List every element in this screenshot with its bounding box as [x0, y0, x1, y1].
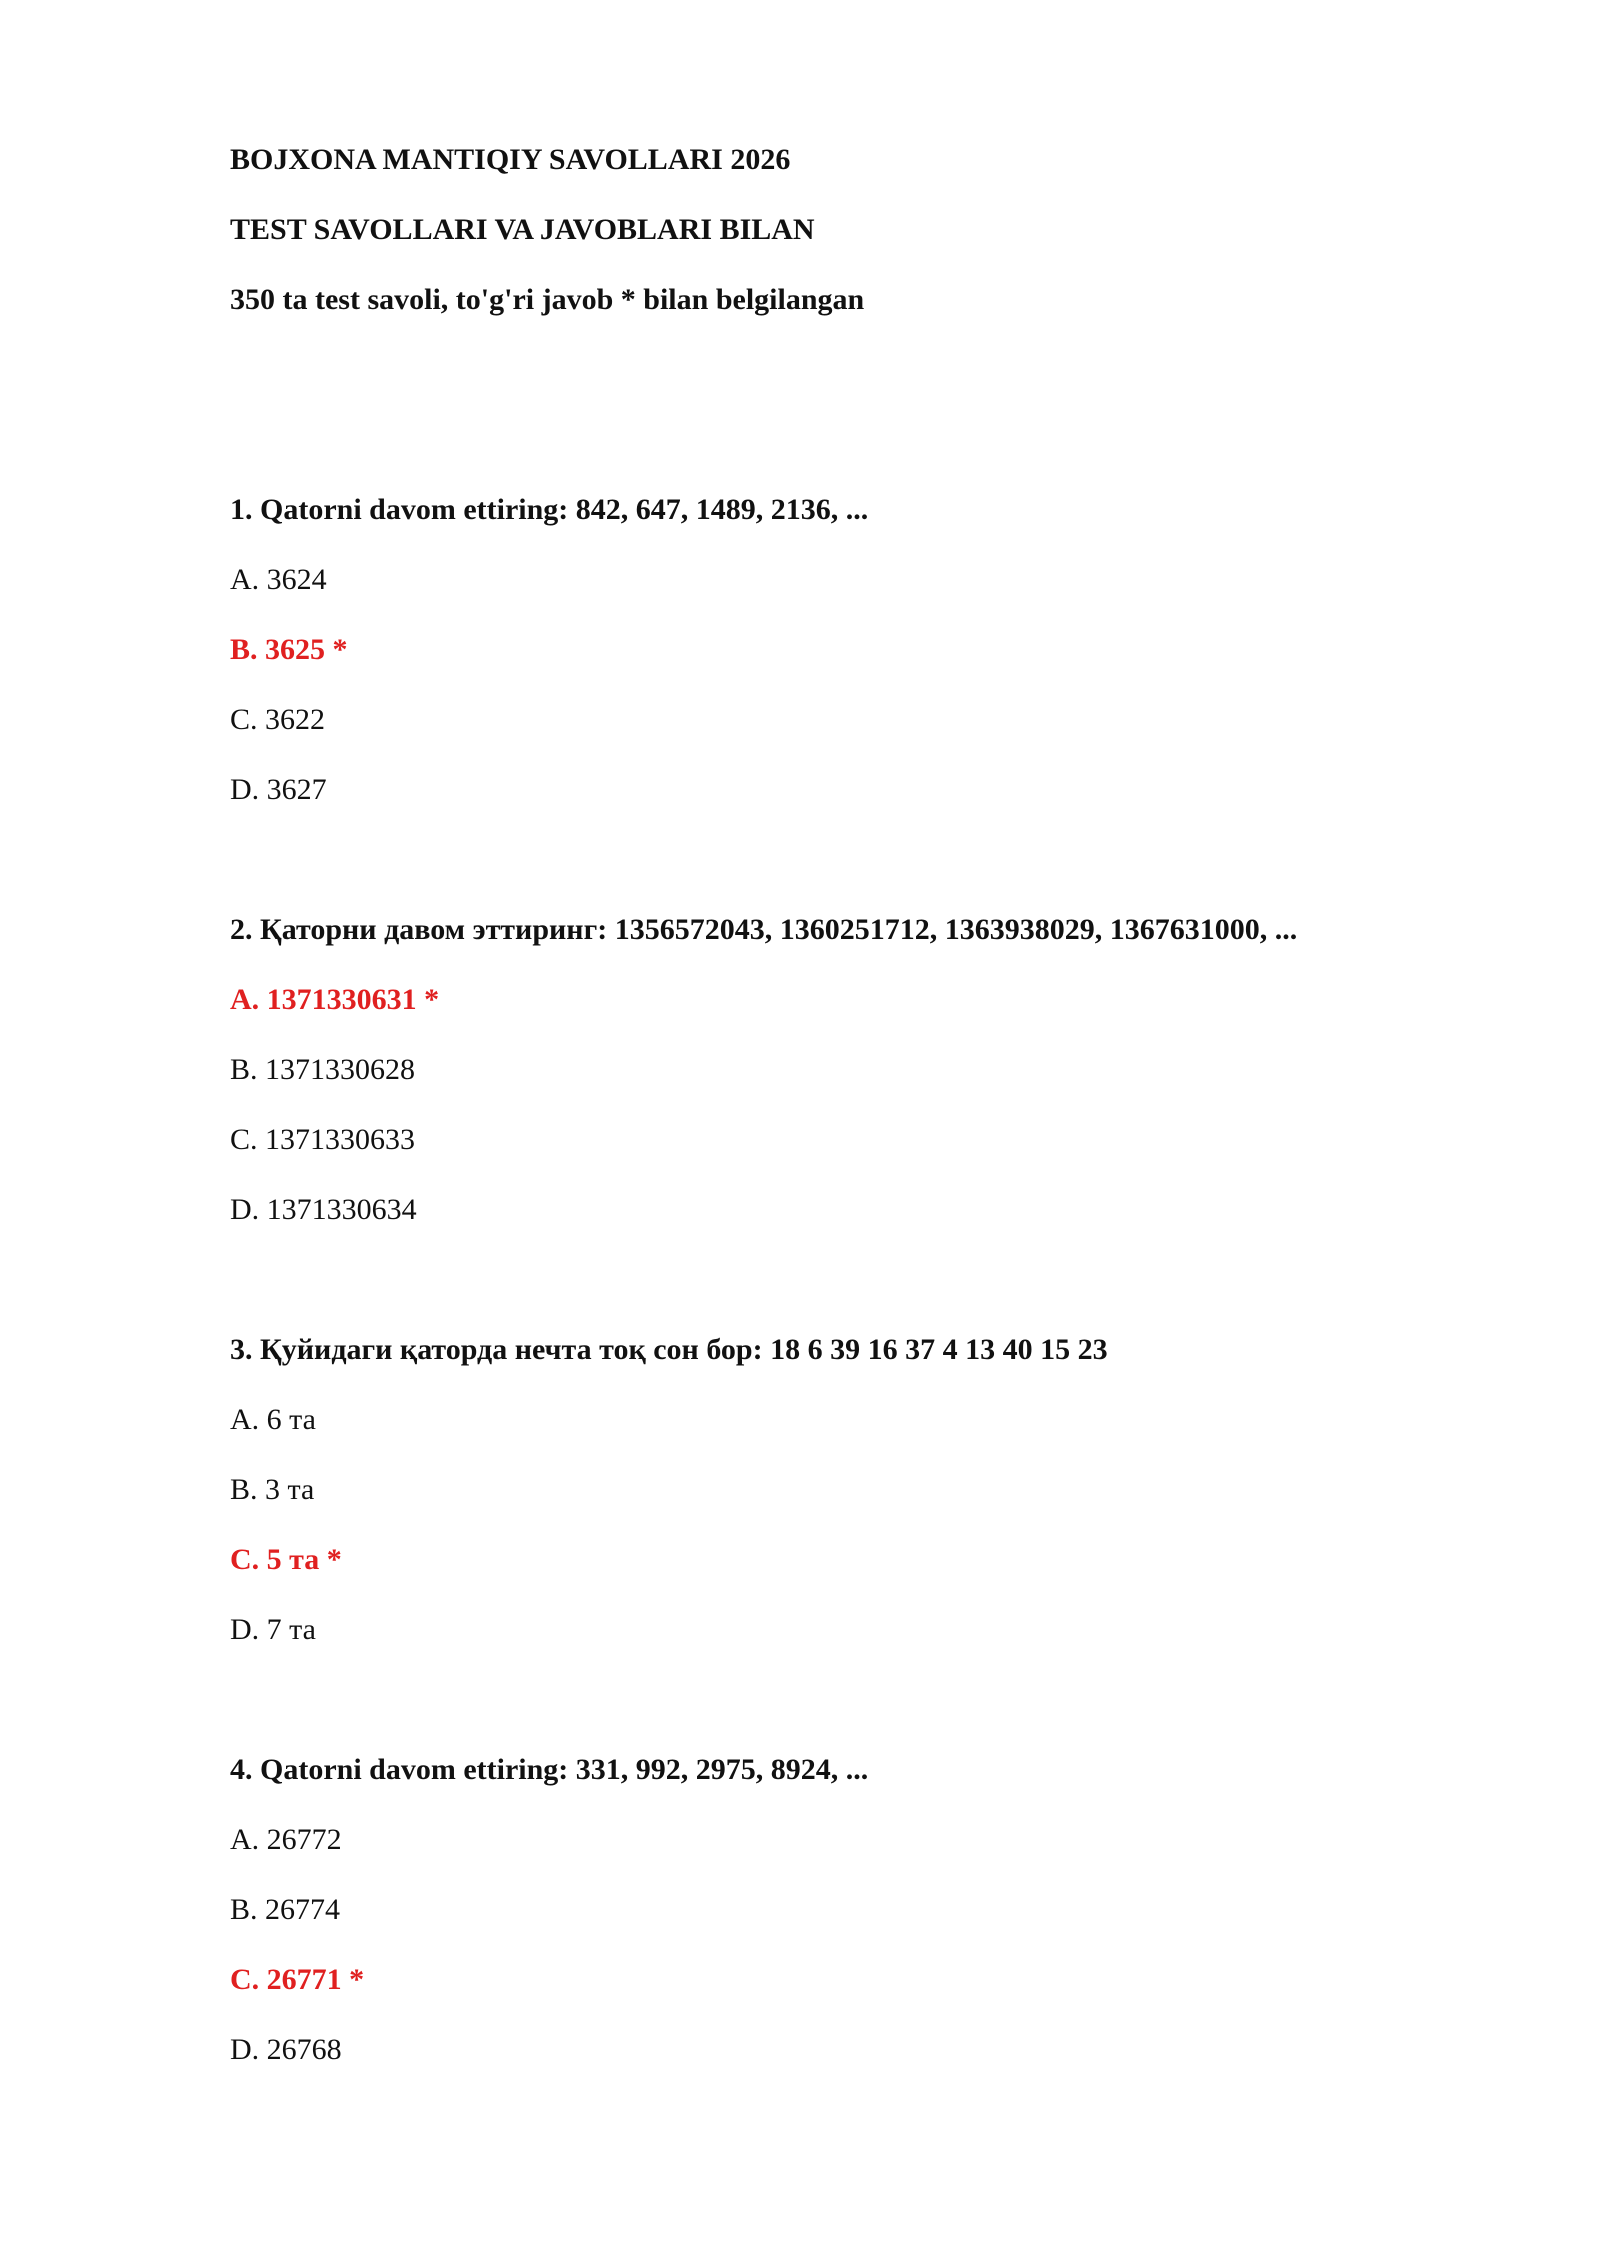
document-page [230, 140, 1480, 2170]
option-c: C. 3622 [230, 703, 326, 736]
header-spacer [230, 350, 1480, 490]
option-b: B. 1371330628 [230, 1053, 416, 1086]
question-block-2 [230, 910, 1480, 1260]
document-note: 350 ta test savoli, to'g'ri javob * bilan belgilangan [230, 283, 865, 316]
document-subtitle: TEST SAVOLLARI VA JAVOBLARI BILAN [230, 213, 815, 246]
option-c: C. 5 та * [230, 1543, 342, 1576]
option-c: C. 26771 * [230, 1963, 365, 1996]
question-block-4 [230, 1750, 1480, 2100]
option-a: A. 6 та [230, 1403, 316, 1436]
option-d: D. 26768 [230, 2033, 342, 2066]
option-b: B. 26774 [230, 1893, 341, 1926]
option-a: A. 1371330631 * [230, 983, 440, 1016]
question-text: 1. Qatorni davom ettiring: 842, 647, 1489, 2136, ... [230, 493, 869, 526]
question-block-1 [230, 490, 1480, 840]
option-d: D. 3627 [230, 773, 327, 806]
question-text: 4. Qatorni davom ettiring: 331, 992, 2975, 8924, ... [230, 1753, 869, 1786]
option-a: A. 26772 [230, 1823, 342, 1856]
option-c: C. 1371330633 [230, 1123, 416, 1156]
option-b: B. 3 та [230, 1473, 315, 1506]
document-title: BOJXONA MANTIQIY SAVOLLARI 2026 [230, 143, 791, 176]
question-block-3 [230, 1330, 1480, 1680]
option-a: A. 3624 [230, 563, 327, 596]
option-b: B. 3625 * [230, 633, 348, 666]
question-text: 2. Қаторни давом эттиринг: 1356572043, 1360251712, 1363938029, 1367631000, ... [230, 913, 1298, 946]
option-d: D. 1371330634 [230, 1193, 417, 1226]
question-text: 3. Қуйидаги қаторда нечта тоқ сон бор: 18 6 39 16 37 4 13 40 15 23 [230, 1333, 1108, 1366]
option-d: D. 7 та [230, 1613, 316, 1646]
